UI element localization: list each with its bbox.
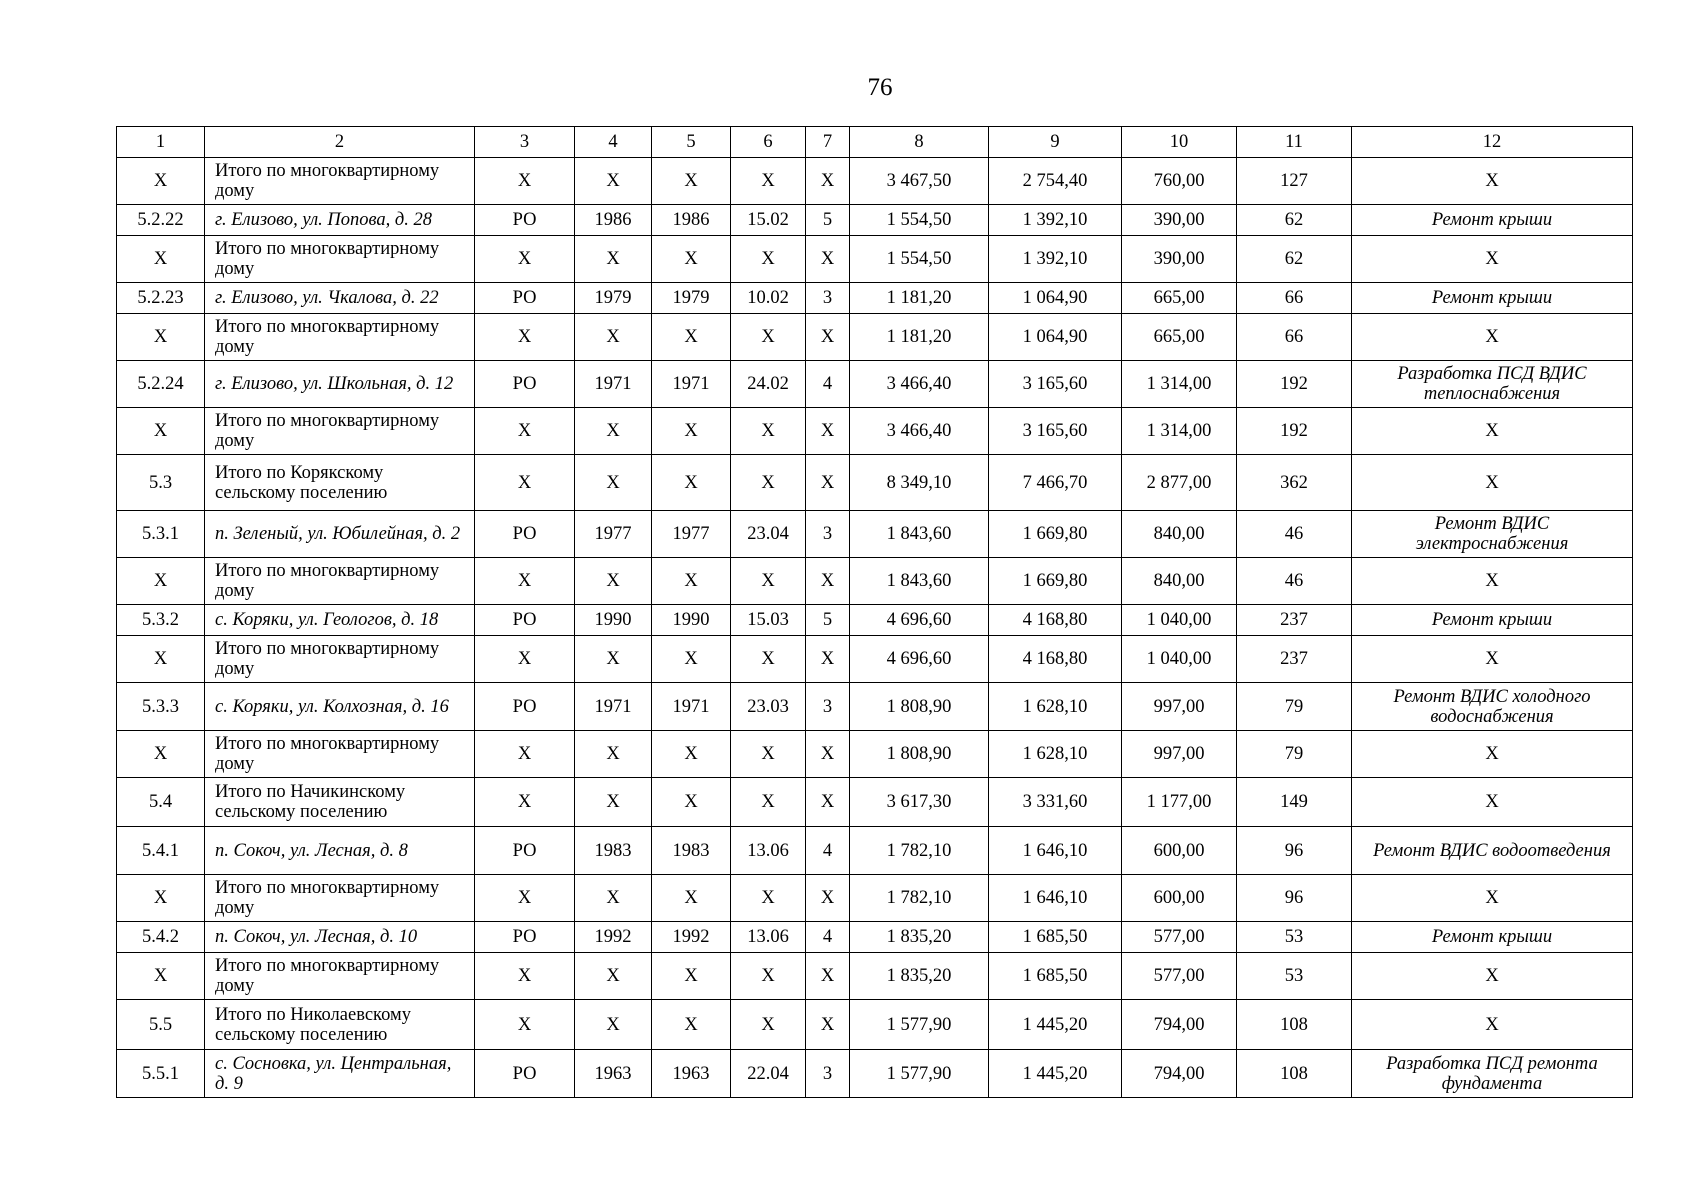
table-cell: 237 (1237, 636, 1352, 683)
table-cell: 5.3.3 (117, 683, 205, 731)
table-cell: 7 466,70 (989, 455, 1122, 511)
table-cell: X (1352, 408, 1633, 455)
table-cell: X (117, 158, 205, 205)
table-cell: Разработка ПСД ремонта фундамента (1352, 1050, 1633, 1098)
table-cell: 1971 (575, 683, 652, 731)
house-row (117, 283, 1633, 314)
table-cell: Ремонт ВДИС водоотведения (1352, 827, 1633, 875)
table-cell: 96 (1237, 827, 1352, 875)
table-cell: 1 782,10 (850, 875, 989, 922)
table-cell: 794,00 (1122, 1000, 1237, 1050)
table-cell: X (475, 1000, 575, 1050)
table-cell: Итого по многоквартирному дому (205, 636, 475, 683)
table-cell: X (1352, 953, 1633, 1000)
column-number: 11 (1237, 127, 1352, 158)
house-row (117, 205, 1633, 236)
table-cell: 1 177,00 (1122, 778, 1237, 827)
table-cell: 3 617,30 (850, 778, 989, 827)
column-number: 4 (575, 127, 652, 158)
table-cell: 1986 (652, 205, 731, 236)
table-cell: РО (475, 683, 575, 731)
table-cell: 79 (1237, 731, 1352, 778)
table-cell: с. Сосновка, ул. Центральная, д. 9 (205, 1050, 475, 1098)
table-cell: 3 165,60 (989, 361, 1122, 408)
table-cell: 390,00 (1122, 205, 1237, 236)
table-cell: 1992 (652, 922, 731, 953)
table-cell: 192 (1237, 361, 1352, 408)
table-cell: 96 (1237, 875, 1352, 922)
table-cell: Итого по многоквартирному дому (205, 314, 475, 361)
table-cell: X (652, 236, 731, 283)
table-cell: 15.02 (731, 205, 806, 236)
table-cell: 1992 (575, 922, 652, 953)
table-cell: 8 349,10 (850, 455, 989, 511)
table-cell: X (475, 158, 575, 205)
table-cell: X (731, 455, 806, 511)
table-cell: X (1352, 1000, 1633, 1050)
table-cell: X (1352, 875, 1633, 922)
column-number: 9 (989, 127, 1122, 158)
total-row (117, 778, 1633, 827)
table-cell: Итого по Корякскому сельскому поселению (205, 455, 475, 511)
table-cell: 5.4.2 (117, 922, 205, 953)
table-cell: Разработка ПСД ВДИС теплоснабжения (1352, 361, 1633, 408)
table-cell: 192 (1237, 408, 1352, 455)
table-cell: 3 466,40 (850, 361, 989, 408)
table-cell: г. Елизово, ул. Попова, д. 28 (205, 205, 475, 236)
table-cell: X (806, 314, 850, 361)
table-cell: X (1352, 314, 1633, 361)
table-cell: X (117, 558, 205, 605)
table-cell: Итого по многоквартирному дому (205, 875, 475, 922)
table-cell: 3 (806, 1050, 850, 1098)
table-cell: Ремонт крыши (1352, 283, 1633, 314)
total-row (117, 158, 1633, 205)
table-cell: 62 (1237, 236, 1352, 283)
table-cell: 600,00 (1122, 827, 1237, 875)
table-cell: X (575, 158, 652, 205)
table-cell: X (117, 314, 205, 361)
table-cell: 108 (1237, 1000, 1352, 1050)
table-cell: 1 554,50 (850, 236, 989, 283)
table-cell: 1963 (575, 1050, 652, 1098)
table-cell: Итого по многоквартирному дому (205, 408, 475, 455)
table-cell: 46 (1237, 558, 1352, 605)
table-cell: 1 782,10 (850, 827, 989, 875)
table-cell: 1 843,60 (850, 511, 989, 558)
table-cell: X (475, 636, 575, 683)
table-cell: X (1352, 778, 1633, 827)
table-cell: 1983 (575, 827, 652, 875)
table-cell: 108 (1237, 1050, 1352, 1098)
table-cell: 840,00 (1122, 511, 1237, 558)
column-number: 1 (117, 127, 205, 158)
table-cell: г. Елизово, ул. Школьная, д. 12 (205, 361, 475, 408)
house-row (117, 605, 1633, 636)
table-cell: 5.3.2 (117, 605, 205, 636)
table-cell: 149 (1237, 778, 1352, 827)
table-cell: 665,00 (1122, 283, 1237, 314)
table-cell: X (652, 408, 731, 455)
house-row (117, 683, 1633, 731)
table-cell: X (731, 731, 806, 778)
table-cell: 794,00 (1122, 1050, 1237, 1098)
table-cell: 1 835,20 (850, 922, 989, 953)
table-cell: X (731, 236, 806, 283)
total-row (117, 731, 1633, 778)
table-cell: 62 (1237, 205, 1352, 236)
table-cell: 1 646,10 (989, 827, 1122, 875)
column-number: 10 (1122, 127, 1237, 158)
column-number: 6 (731, 127, 806, 158)
table-cell: Ремонт ВДИС холодного водоснабжения (1352, 683, 1633, 731)
table-cell: 1979 (575, 283, 652, 314)
table-cell: 1971 (652, 683, 731, 731)
table-cell: 1 685,50 (989, 922, 1122, 953)
table-cell: 3 467,50 (850, 158, 989, 205)
table-cell: 1990 (652, 605, 731, 636)
table-cell: X (575, 875, 652, 922)
table-cell: X (731, 158, 806, 205)
table-cell: X (652, 1000, 731, 1050)
table-cell: X (117, 636, 205, 683)
table-cell: п. Зеленый, ул. Юбилейная, д. 2 (205, 511, 475, 558)
table-cell: 15.03 (731, 605, 806, 636)
table-cell: 665,00 (1122, 314, 1237, 361)
table-cell: X (475, 875, 575, 922)
table-cell: X (652, 778, 731, 827)
total-row (117, 1000, 1633, 1050)
table-cell: РО (475, 511, 575, 558)
table-cell: 1983 (652, 827, 731, 875)
table-cell: 1 314,00 (1122, 408, 1237, 455)
table-cell: 4 168,80 (989, 636, 1122, 683)
table-cell: X (475, 314, 575, 361)
table-cell: X (117, 953, 205, 1000)
table-cell: 1 577,90 (850, 1000, 989, 1050)
table-cell: X (806, 455, 850, 511)
table-cell: 5.5.1 (117, 1050, 205, 1098)
table-cell: 997,00 (1122, 683, 1237, 731)
table-cell: 5.2.24 (117, 361, 205, 408)
total-row (117, 558, 1633, 605)
table-cell: 4 (806, 827, 850, 875)
table-cell: X (117, 236, 205, 283)
table-cell: Ремонт крыши (1352, 605, 1633, 636)
table-cell: 1 445,20 (989, 1000, 1122, 1050)
house-row (117, 361, 1633, 408)
table-cell: 997,00 (1122, 731, 1237, 778)
table-cell: 79 (1237, 683, 1352, 731)
table-cell: 24.02 (731, 361, 806, 408)
table-cell: Итого по многоквартирному дому (205, 558, 475, 605)
table-cell: п. Сокоч, ул. Лесная, д. 8 (205, 827, 475, 875)
table-cell: X (806, 778, 850, 827)
table-cell: X (575, 731, 652, 778)
table-cell: Итого по Начикинскому сельскому поселению (205, 778, 475, 827)
table-cell: Итого по многоквартирному дому (205, 158, 475, 205)
table-cell: 1 646,10 (989, 875, 1122, 922)
table-cell: X (575, 558, 652, 605)
table-cell: 3 (806, 511, 850, 558)
table-cell: 127 (1237, 158, 1352, 205)
table-cell: 46 (1237, 511, 1352, 558)
house-row (117, 1050, 1633, 1098)
table-cell: 5.2.22 (117, 205, 205, 236)
table-cell: 13.06 (731, 827, 806, 875)
table-cell: 5.2.23 (117, 283, 205, 314)
table-cell: 390,00 (1122, 236, 1237, 283)
table-cell: с. Коряки, ул. Геологов, д. 18 (205, 605, 475, 636)
table-cell: 5.4.1 (117, 827, 205, 875)
table-cell: X (652, 314, 731, 361)
table-cell: X (475, 408, 575, 455)
table-cell: X (652, 558, 731, 605)
table-cell: X (475, 558, 575, 605)
table-cell: 1 685,50 (989, 953, 1122, 1000)
table-cell: X (731, 408, 806, 455)
column-number: 12 (1352, 127, 1633, 158)
table-cell: 53 (1237, 953, 1352, 1000)
column-number: 5 (652, 127, 731, 158)
table-cell: с. Коряки, ул. Колхозная, д. 16 (205, 683, 475, 731)
table-cell: 1 554,50 (850, 205, 989, 236)
table-cell: 5 (806, 605, 850, 636)
table-cell: 3 466,40 (850, 408, 989, 455)
table-cell: X (731, 1000, 806, 1050)
table-cell: 4 (806, 361, 850, 408)
table-cell: Итого по многоквартирному дому (205, 731, 475, 778)
table-cell: X (652, 953, 731, 1000)
table-cell: X (575, 408, 652, 455)
table-cell: 4 696,60 (850, 636, 989, 683)
table-cell: 840,00 (1122, 558, 1237, 605)
table-cell: 5.5 (117, 1000, 205, 1050)
table-cell: 1971 (652, 361, 731, 408)
table-cell: 1 669,80 (989, 558, 1122, 605)
table-cell: 1990 (575, 605, 652, 636)
table-cell: X (117, 408, 205, 455)
table-cell: X (575, 314, 652, 361)
house-row (117, 922, 1633, 953)
column-number: 3 (475, 127, 575, 158)
table-cell: 53 (1237, 922, 1352, 953)
table-cell: X (806, 875, 850, 922)
table-cell: РО (475, 922, 575, 953)
table-cell: 4 168,80 (989, 605, 1122, 636)
table-cell: X (575, 636, 652, 683)
table-cell: 1979 (652, 283, 731, 314)
column-number: 2 (205, 127, 475, 158)
table-cell: 577,00 (1122, 953, 1237, 1000)
table-cell: 4 (806, 922, 850, 953)
table-cell: 1977 (652, 511, 731, 558)
table-cell: 1 628,10 (989, 683, 1122, 731)
total-row (117, 455, 1633, 511)
table-cell: X (806, 1000, 850, 1050)
total-row (117, 953, 1633, 1000)
table-cell: 1 628,10 (989, 731, 1122, 778)
table-cell: 1 392,10 (989, 205, 1122, 236)
total-row (117, 636, 1633, 683)
table-cell: X (1352, 731, 1633, 778)
table-cell: 5.3 (117, 455, 205, 511)
table-cell: 2 754,40 (989, 158, 1122, 205)
table-cell: 1 314,00 (1122, 361, 1237, 408)
table-cell: 1 040,00 (1122, 605, 1237, 636)
table-cell: X (1352, 558, 1633, 605)
table-cell: X (652, 636, 731, 683)
table-cell: 5 (806, 205, 850, 236)
table-cell: 1 808,90 (850, 731, 989, 778)
table-cell: 3 (806, 683, 850, 731)
table-cell: 13.06 (731, 922, 806, 953)
table-cell: X (652, 731, 731, 778)
table-cell: X (475, 455, 575, 511)
table-cell: X (731, 314, 806, 361)
table-cell: 1 181,20 (850, 283, 989, 314)
table-cell: X (731, 558, 806, 605)
table-cell: X (806, 158, 850, 205)
table-cell: 237 (1237, 605, 1352, 636)
column-number-row (117, 127, 1633, 158)
table-cell: 5.4 (117, 778, 205, 827)
table-cell: 1 064,90 (989, 314, 1122, 361)
page-number: 76 (867, 74, 893, 101)
table-cell: 1963 (652, 1050, 731, 1098)
table-cell: 362 (1237, 455, 1352, 511)
table-cell: Ремонт ВДИС электроснабжения (1352, 511, 1633, 558)
table-cell: 1 445,20 (989, 1050, 1122, 1098)
table-cell: Ремонт крыши (1352, 205, 1633, 236)
table-cell: РО (475, 827, 575, 875)
table-cell: X (731, 636, 806, 683)
table-cell: X (117, 875, 205, 922)
table-cell: Итого по многоквартирному дому (205, 953, 475, 1000)
table-cell: 1 669,80 (989, 511, 1122, 558)
table-cell: X (475, 778, 575, 827)
table-cell: 1 064,90 (989, 283, 1122, 314)
table-cell: X (1352, 236, 1633, 283)
table-cell: Итого по многоквартирному дому (205, 236, 475, 283)
table-cell: 1 392,10 (989, 236, 1122, 283)
table-cell: X (1352, 455, 1633, 511)
table-cell: X (475, 236, 575, 283)
table-cell: 10.02 (731, 283, 806, 314)
table-cell: X (475, 953, 575, 1000)
table-cell: X (575, 778, 652, 827)
table-cell: РО (475, 1050, 575, 1098)
table-cell: X (652, 875, 731, 922)
table-cell: РО (475, 283, 575, 314)
table-cell: X (575, 455, 652, 511)
table-cell: Итого по Николаевскому сельскому поселению (205, 1000, 475, 1050)
table-cell: 3 165,60 (989, 408, 1122, 455)
table-cell: X (731, 953, 806, 1000)
table-cell: X (731, 875, 806, 922)
table-cell: 1971 (575, 361, 652, 408)
table-cell: 4 696,60 (850, 605, 989, 636)
column-number: 8 (850, 127, 989, 158)
table-cell: 577,00 (1122, 922, 1237, 953)
table-cell: 1 040,00 (1122, 636, 1237, 683)
table-cell: 22.04 (731, 1050, 806, 1098)
table-cell: 23.04 (731, 511, 806, 558)
table-cell: 600,00 (1122, 875, 1237, 922)
table-cell: 1977 (575, 511, 652, 558)
table-cell: 3 (806, 283, 850, 314)
total-row (117, 236, 1633, 283)
table-cell: X (117, 731, 205, 778)
capital-repair-table (116, 126, 1633, 1098)
total-row (117, 408, 1633, 455)
table-cell: 5.3.1 (117, 511, 205, 558)
total-row (117, 875, 1633, 922)
table-cell: 1 835,20 (850, 953, 989, 1000)
table-cell: X (652, 158, 731, 205)
table-cell: г. Елизово, ул. Чкалова, д. 22 (205, 283, 475, 314)
table-cell: X (575, 1000, 652, 1050)
table-cell: X (575, 953, 652, 1000)
table-cell: 1 808,90 (850, 683, 989, 731)
table-cell: 66 (1237, 283, 1352, 314)
table-cell: п. Сокоч, ул. Лесная, д. 10 (205, 922, 475, 953)
table-cell: 1986 (575, 205, 652, 236)
table-cell: 1 577,90 (850, 1050, 989, 1098)
table-cell: X (806, 558, 850, 605)
table-cell: X (806, 953, 850, 1000)
table-cell: X (1352, 636, 1633, 683)
table-cell: X (731, 778, 806, 827)
table-cell: 3 331,60 (989, 778, 1122, 827)
house-row (117, 511, 1633, 558)
table-cell: X (806, 236, 850, 283)
column-number: 7 (806, 127, 850, 158)
table-cell: X (475, 731, 575, 778)
table-cell: X (806, 408, 850, 455)
table-cell: Ремонт крыши (1352, 922, 1633, 953)
table-cell: РО (475, 361, 575, 408)
table-cell: X (652, 455, 731, 511)
table-cell: 2 877,00 (1122, 455, 1237, 511)
table-cell: 1 843,60 (850, 558, 989, 605)
table-cell: X (575, 236, 652, 283)
table-cell: 23.03 (731, 683, 806, 731)
table-cell: X (806, 636, 850, 683)
table-cell: 760,00 (1122, 158, 1237, 205)
table-cell: X (1352, 158, 1633, 205)
table-cell: 66 (1237, 314, 1352, 361)
table-cell: X (806, 731, 850, 778)
table-cell: 1 181,20 (850, 314, 989, 361)
house-row (117, 827, 1633, 875)
table-cell: РО (475, 205, 575, 236)
table-cell: РО (475, 605, 575, 636)
total-row (117, 314, 1633, 361)
